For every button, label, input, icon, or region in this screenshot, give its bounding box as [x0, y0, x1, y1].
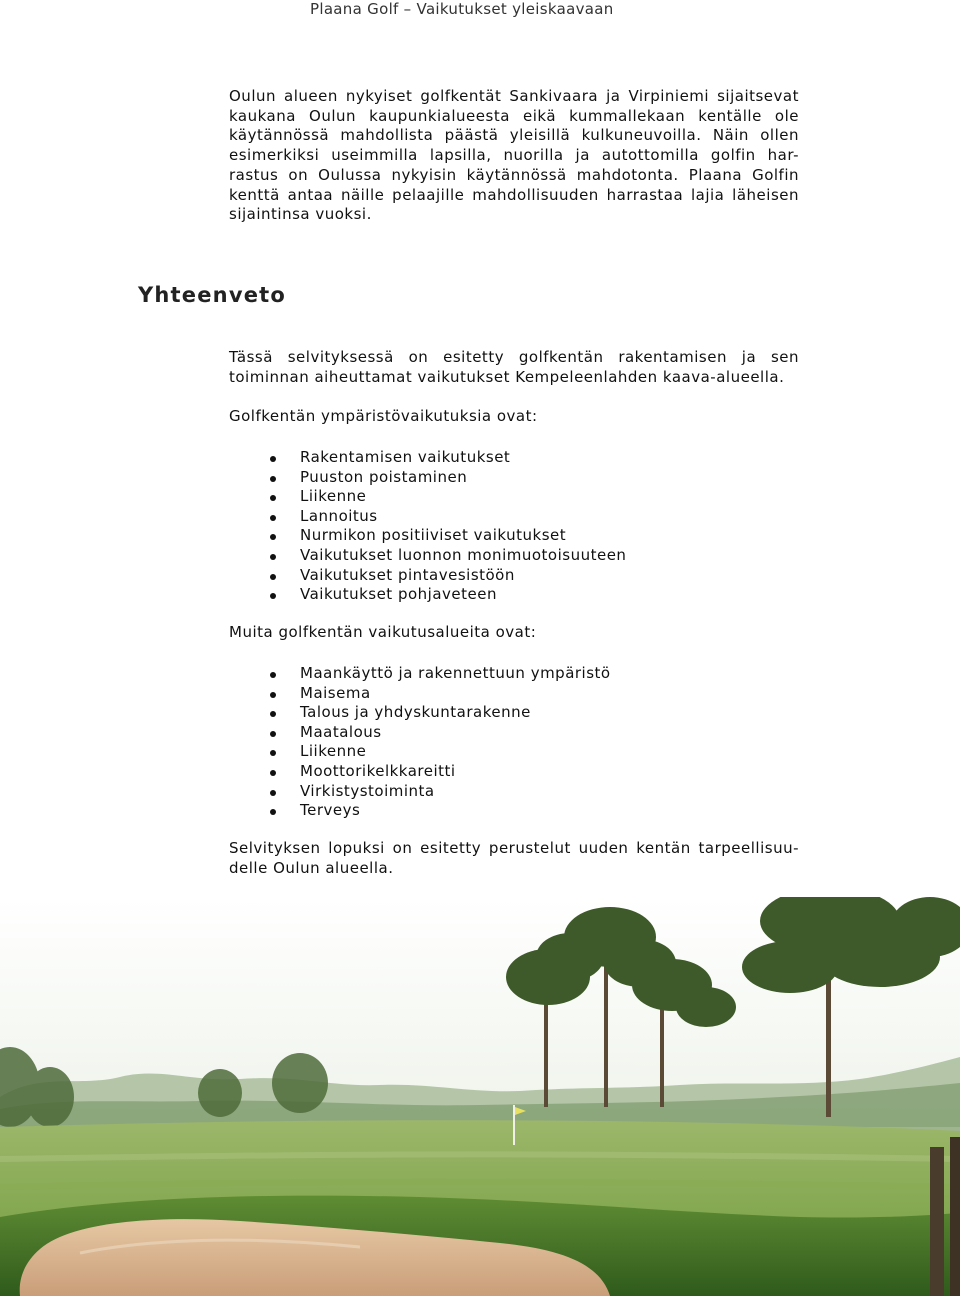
environmental-impacts-intro: Golfkentän ympäristövaikutuksia ovat:: [229, 407, 538, 425]
other-impacts-list: [230, 664, 790, 821]
list-item: Terveys: [230, 801, 790, 821]
list-item: Vaikutukset luonnon monimuotoisuuteen: [230, 546, 790, 566]
list-item: Vaikutukset pintavesistöön: [230, 566, 790, 586]
summary-paragraph: Tässä selvityksessä on esitetty golfkentän rakentamisen ja sen toiminnan aiheuttamat vaikutukset Kempeleenlahden kaava-alueella.: [229, 348, 799, 386]
list-item: Virkistystoiminta: [230, 782, 790, 802]
list-item: Liikenne: [230, 742, 790, 762]
list-item: Nurmikon positiiviset vaikutukset: [230, 526, 790, 546]
golf-course-illustration: [0, 897, 960, 1296]
header-title: Plaana Golf – Vaikutukset yleiskaavaan: [310, 0, 614, 18]
list-item: Vaikutukset pohjaveteen: [230, 585, 790, 605]
list-item: Maankäyttö ja rakennettuun ympäristö: [230, 664, 790, 684]
list-item: Moottorikelkkareitti: [230, 762, 790, 782]
environmental-impacts-list: [230, 448, 790, 605]
closing-paragraph: Selvityksen lopuksi on esitetty perustelut uuden kentän tarpeellisuu-delle Oulun alueella.: [229, 839, 799, 877]
list-item: Talous ja yhdyskuntarakenne: [230, 703, 790, 723]
list-item: Maatalous: [230, 723, 790, 743]
list-item: Liikenne: [230, 487, 790, 507]
golf-course-photo: [0, 897, 960, 1296]
intro-paragraph: Oulun alueen nykyiset golfkentät Sankivaara ja Virpiniemi sijaitsevat kaukana Oulun kaupunkialueesta eikä kummallekaan kentälle ole käytännössä mahdollista päästä yleisillä kulkuneuvoilla. Näin ollen esimerkiksi useimmilla lapsilla, nuorilla ja autottomilla golfin har-rastus on Oulussa nykyisin käytännössä mahdotonta. Plaana Golfin kenttä antaa näille pelaajille mahdollisuuden harrastaa lajia läheisen sijaintinsa vuoksi.: [229, 87, 799, 224]
list-item: Rakentamisen vaikutukset: [230, 448, 790, 468]
section-heading-yhteenveto: Yhteenveto: [138, 283, 287, 307]
list-item: Puuston poistaminen: [230, 468, 790, 488]
list-item: Maisema: [230, 684, 790, 704]
other-impacts-intro: Muita golfkentän vaikutusalueita ovat:: [229, 623, 537, 641]
list-item: Lannoitus: [230, 507, 790, 527]
